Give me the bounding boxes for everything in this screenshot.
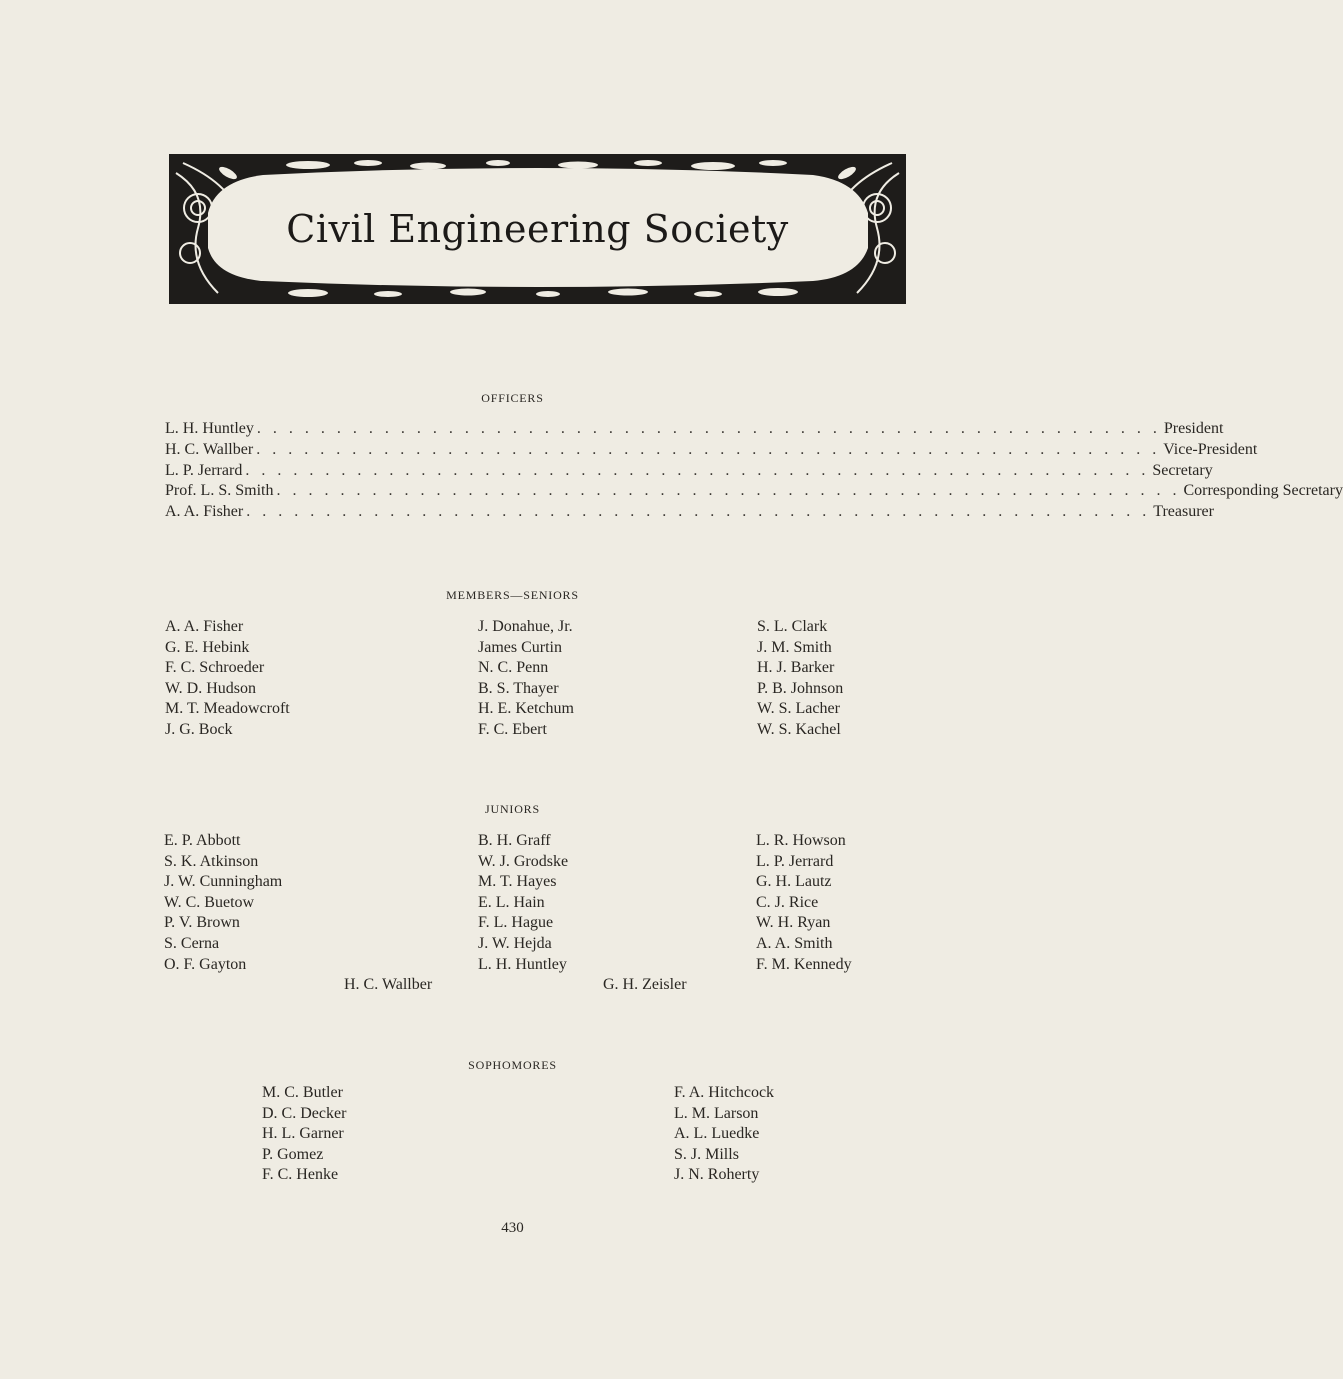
- member-name: H. C. Wallber: [344, 976, 433, 993]
- sophomores-heading: SOPHOMORES: [468, 1058, 557, 1072]
- officer-title: Corresponding Secretary: [1183, 482, 1343, 500]
- member-name: N. C. Penn: [478, 659, 549, 677]
- leader-dots: . . . . . . . . . . . . . . . . . . . . . . . . . . . . . . . . . . . . . . . . . . . . . . . . . . . . . . . . .: [256, 440, 1161, 458]
- member-name: B. H. Graff: [478, 832, 551, 849]
- member-name: G. H. Zeisler: [603, 976, 687, 993]
- member-name: S. Cerna: [164, 934, 220, 952]
- member-name: A. L. Luedke: [674, 1125, 760, 1143]
- member-name: M. C. Butler: [262, 1084, 343, 1101]
- member-name: F. C. Ebert: [478, 720, 547, 738]
- member-name: P. Gomez: [262, 1145, 324, 1163]
- officer-row: [165, 461, 1213, 482]
- member-name: P. B. Johnson: [757, 679, 844, 697]
- seniors-column-3: [757, 617, 843, 741]
- member-name: S. J. Mills: [674, 1145, 739, 1163]
- officer-name: A. A. Fisher: [165, 503, 244, 521]
- member-name: G. E. Hebink: [165, 638, 250, 656]
- member-name: D. C. Decker: [262, 1104, 347, 1122]
- member-name: A. A. Smith: [756, 934, 833, 952]
- member-name: S. L. Clark: [757, 618, 828, 635]
- member-name: J. G. Bock: [165, 720, 233, 738]
- seniors-column-2: [478, 617, 574, 741]
- member-name: H. L. Garner: [262, 1125, 344, 1143]
- member-name: James Curtin: [478, 638, 562, 656]
- title-banner: [168, 153, 907, 305]
- member-name: B. S. Thayer: [478, 679, 559, 697]
- officers-list: [165, 419, 1343, 523]
- juniors-column-1: [164, 831, 282, 975]
- member-name: F. A. Hitchcock: [674, 1084, 775, 1101]
- member-name: H. J. Barker: [757, 659, 835, 677]
- member-name: G. H. Lautz: [756, 873, 832, 891]
- member-name: S. K. Atkinson: [164, 852, 259, 870]
- member-name: J. M. Smith: [757, 638, 832, 656]
- member-name: P. V. Brown: [164, 914, 240, 932]
- officer-title: Vice-President: [1163, 440, 1258, 458]
- member-name: L. R. Howson: [756, 832, 846, 849]
- sophomores-column-1: [262, 1083, 346, 1186]
- officer-title: Treasurer: [1153, 503, 1214, 521]
- page-title: Civil Engineering Society: [286, 207, 789, 251]
- member-name: J. Donahue, Jr.: [478, 618, 573, 635]
- member-name: M. T. Meadowcroft: [165, 700, 290, 718]
- member-name: L. M. Larson: [674, 1104, 759, 1122]
- member-name: L. H. Huntley: [478, 955, 567, 973]
- seniors-heading: MEMBERS—SENIORS: [446, 588, 579, 602]
- member-name: A. A. Fisher: [165, 618, 244, 635]
- officer-row: [165, 502, 1214, 523]
- leader-dots: . . . . . . . . . . . . . . . . . . . . . . . . . . . . . . . . . . . . . . . . . . . . . . . . . . . . . . . . .: [276, 482, 1181, 500]
- member-name: E. P. Abbott: [164, 832, 241, 849]
- member-name: W. S. Lacher: [757, 700, 840, 718]
- officer-name: L. P. Jerrard: [165, 461, 243, 479]
- juniors-column-2: [478, 831, 568, 975]
- member-name: F. C. Schroeder: [165, 659, 265, 677]
- member-name: F. M. Kennedy: [756, 955, 852, 973]
- member-name: W. J. Grodske: [478, 852, 569, 870]
- officer-row: [165, 440, 1258, 461]
- officer-row: [165, 481, 1343, 502]
- member-name: W. D. Hudson: [165, 679, 256, 697]
- officer-title: President: [1163, 420, 1224, 437]
- leader-dots: . . . . . . . . . . . . . . . . . . . . . . . . . . . . . . . . . . . . . . . . . . . . . . . . . . . . . . . . .: [256, 420, 1161, 437]
- leader-dots: . . . . . . . . . . . . . . . . . . . . . . . . . . . . . . . . . . . . . . . . . . . . . . . . . . . . . . . . .: [246, 503, 1151, 521]
- member-name: W. S. Kachel: [757, 720, 841, 738]
- officer-name: Prof. L. S. Smith: [165, 482, 274, 500]
- member-name: W. H. Ryan: [756, 914, 831, 932]
- member-name: J. N. Roherty: [674, 1166, 760, 1184]
- member-name: J. W. Cunningham: [164, 873, 283, 891]
- member-name: O. F. Gayton: [164, 955, 247, 973]
- member-name: C. J. Rice: [756, 893, 819, 911]
- juniors-heading: JUNIORS: [485, 802, 540, 816]
- member-name: H. E. Ketchum: [478, 700, 574, 718]
- officer-row: [165, 419, 1224, 440]
- juniors-column-3: [756, 831, 852, 975]
- officer-name: L. H. Huntley: [165, 420, 254, 437]
- member-name: F. L. Hague: [478, 914, 554, 932]
- officers-heading: OFFICERS: [481, 391, 544, 405]
- leader-dots: . . . . . . . . . . . . . . . . . . . . . . . . . . . . . . . . . . . . . . . . . . . . . . . . . . . . . . . . .: [245, 461, 1150, 479]
- officer-title: Secretary: [1152, 461, 1213, 479]
- member-name: L. P. Jerrard: [756, 852, 834, 870]
- member-name: J. W. Hejda: [478, 934, 552, 952]
- member-name: E. L. Hain: [478, 893, 545, 911]
- member-name: F. C. Henke: [262, 1166, 339, 1184]
- officer-name: H. C. Wallber: [165, 440, 254, 458]
- seniors-column-1: [165, 617, 290, 741]
- member-name: M. T. Hayes: [478, 873, 557, 891]
- page-number: 430: [501, 1220, 524, 1236]
- sophomores-column-2: [674, 1083, 774, 1186]
- member-name: W. C. Buetow: [164, 893, 255, 911]
